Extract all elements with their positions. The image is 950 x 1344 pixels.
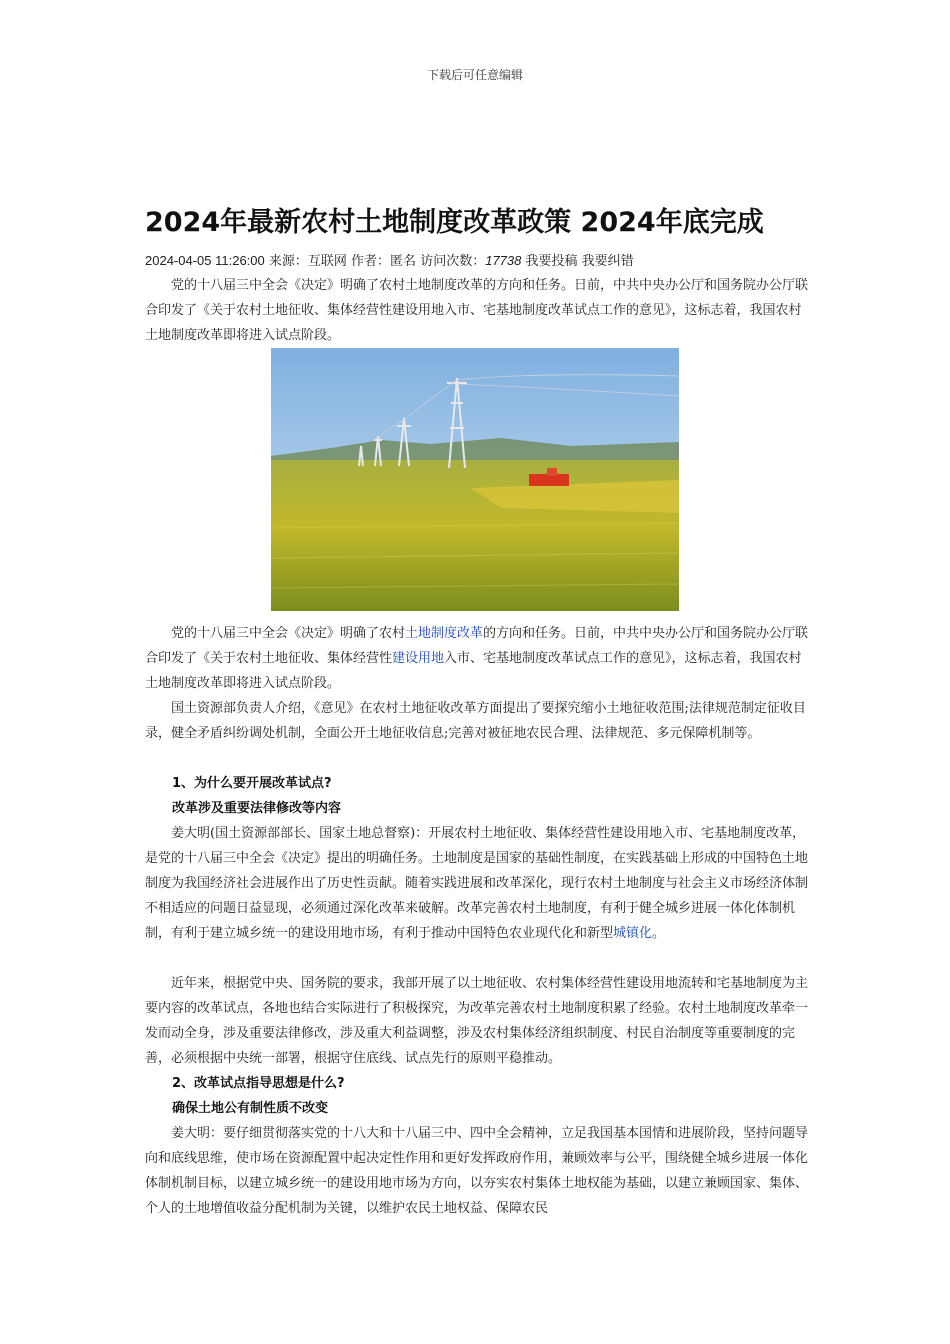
paragraph-3-text-a: 姜大明(国土资源部部长、国家土地总督察)：开展农村土地征收、集体经营性建设用地入市、宅基地制度改革，是党的十八届三中全会《决定》提出的明确任务。土地制度是国家的基础性制度，在实践基础上形成的中国特色土地制度为我国经济社会进展作出了历史性贡献。随着实践进展和改革深化，现行农村土地制度与社会主义市场经济体制不相适应的问题日益显现，必须通过深化改革来破解。改革完善农村土地制度，有利于健全城乡进展一体化体制机制，有利于建立城乡统一的建设用地市场，有利于推动中国特色农业现代化和新型	[145, 826, 809, 941]
correct-link[interactable]: 我要纠错	[581, 254, 634, 269]
article-title: 2024年最新农村土地制度改革政策 2024年底完成	[145, 207, 764, 238]
download-note: 下载后可任意编辑	[426, 68, 523, 82]
paragraph-1-text-a: 党的十八届三中全会《决定》明确了农村	[171, 626, 406, 641]
paragraph-3-text-b: 。	[652, 926, 666, 941]
views-count: 17738	[485, 253, 522, 268]
land-reform-link[interactable]: 土地制度改革	[405, 626, 484, 641]
article-meta	[145, 250, 634, 269]
source-label: 来源：互联网	[268, 254, 347, 269]
author-label: 作者：匿名	[351, 254, 417, 269]
section-heading-1: 1、为什么要开展改革试点?	[172, 776, 332, 791]
submit-link[interactable]: 我要投稿	[525, 254, 578, 269]
paragraph-5: 姜大明：要仔细贯彻落实党的十八大和十八届三中、四中全会精神，立足我国基本国情和进展阶段，坚持问题导向和底线思维，使市场在资源配置中起决定性作用和更好发挥政府作用，兼顾效率与公平，围绕健全城乡进展一体化体制机制目标，以建立城乡统一的建设用地市场为方向，以夯实农村集体土地权能为基础，以建立兼顾国家、集体、个人的土地增值收益分配机制为关键，以维护农民土地权益、保障农民	[145, 1126, 809, 1216]
paragraph-1-text-c: 入市、宅基地制度改革试点工作的意见》，这标志着，我国农村土地制度改革即将进入试点阶段。	[145, 651, 802, 691]
rice-field-photo	[271, 348, 679, 611]
views-label: 访问次数：	[420, 254, 486, 269]
paragraph-3	[145, 821, 810, 946]
section-subheading-2: 确保土地公有制性质不改变	[172, 1101, 329, 1116]
intro-paragraph: 党的十八届三中全会《决定》明确了农村土地制度改革的方向和任务。日前，中共中央办公厅和国务院办公厅联合印发了《关于农村土地征收、集体经营性建设用地入市、宅基地制度改革试点工作的意见》，这标志着，我国农村土地制度改革即将进入试点阶段。	[145, 278, 809, 343]
paragraph-4: 近年来，根据党中央、国务院的要求，我部开展了以土地征收、农村集体经营性建设用地流转和宅基地制度为主要内容的改革试点，各地也结合实际进行了积极探究，为改革完善农村土地制度积累了经验。农村土地制度改革牵一发而动全身，涉及重要法律修改，涉及重大利益调整，涉及农村集体经济组织制度、村民自治制度等重要制度的完善，必须根据中央统一部署，根据守住底线、试点先行的原则平稳推动。	[145, 976, 809, 1066]
urbanization-link[interactable]: 城镇化	[613, 926, 653, 941]
paragraph-1	[145, 621, 810, 696]
paragraph-2: 国土资源部负责人介绍，《意见》在农村土地征收改革方面提出了要探究缩小土地征收范围;法律规范制定征收目录，健全矛盾纠纷调处机制，全面公开土地征收信息;完善对被征地农民合理、法律规范、多元保障机制等。	[145, 701, 806, 741]
publish-date: 2024-04-05 11:26:00	[145, 253, 265, 268]
section-heading-2: 2、改革试点指导思想是什么?	[172, 1076, 345, 1091]
paragraph-1-text-b: 的方向和任务。日前，中共中央办公厅和国务院办公厅联合印发了《关于农村土地征收、集体经营性	[145, 626, 809, 666]
section-subheading-1: 改革涉及重要法律修改等内容	[172, 801, 342, 816]
construction-land-link[interactable]: 建设用地	[392, 651, 445, 666]
